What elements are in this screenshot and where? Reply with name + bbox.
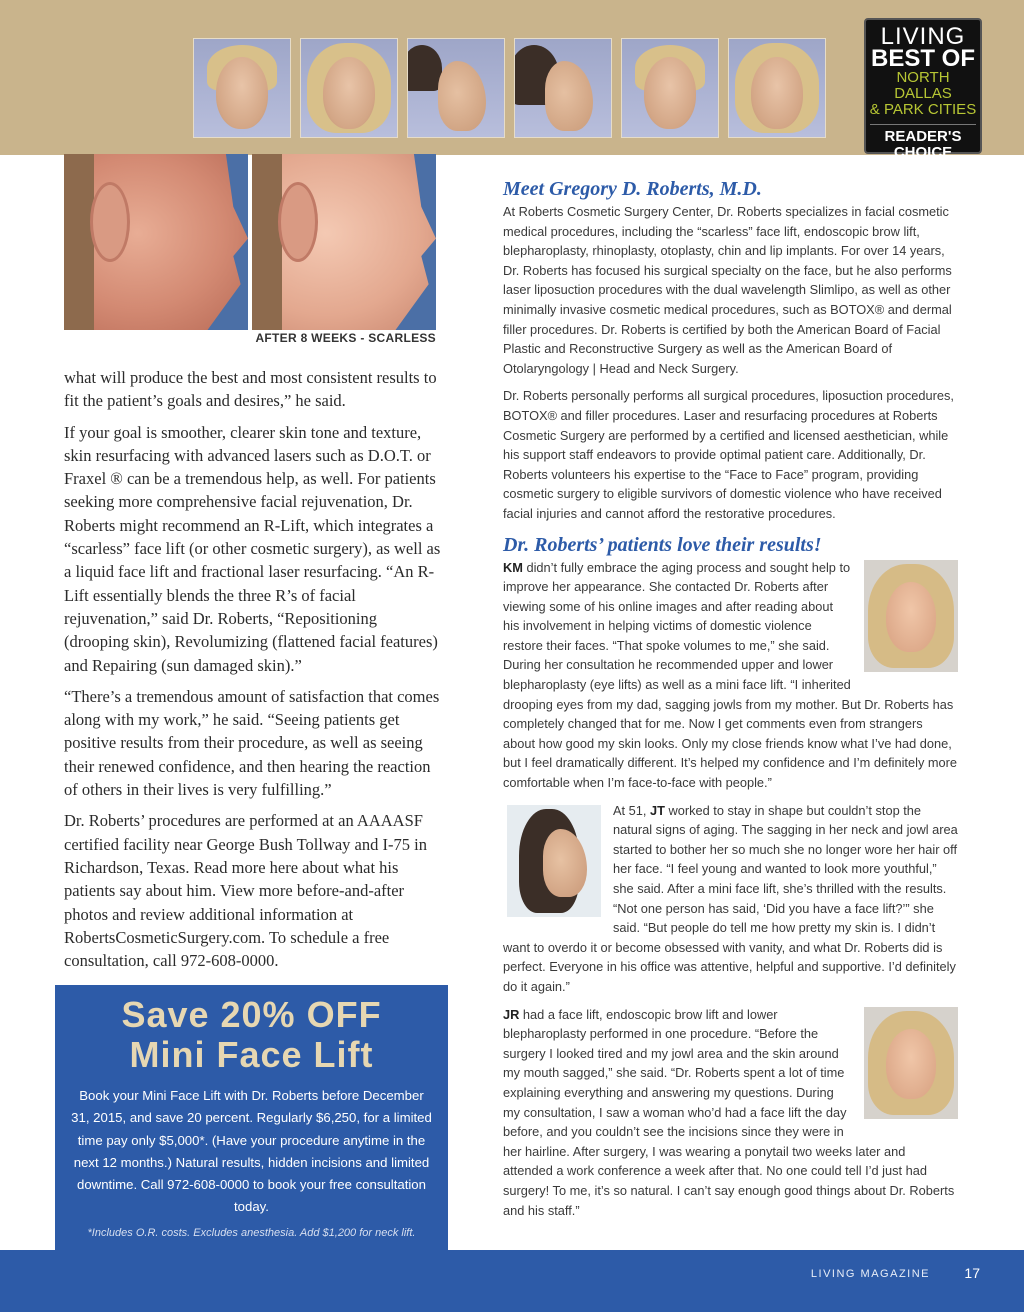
- magazine-name: LIVING MAGAZINE: [810, 1268, 930, 1280]
- side-profile-photo-before: [64, 154, 248, 330]
- scarless-result-photos: [64, 154, 436, 330]
- readers-choice-badge: [864, 18, 982, 174]
- left-paragraph: Dr. Roberts’ procedures are performed at an AAAASF certified facility near George Bush Tollway and I-75 in Richardson, Texas. Read more here about what his patients say about him. View more before-and-after photos and review additional information at RobertsCosmeticSurgery.com. To schedule a free consultation, call 972-608-0000.: [64, 811, 427, 971]
- promo-advertisement: [55, 985, 448, 1285]
- side-profile-photo-after: [252, 154, 436, 330]
- left-article-column: [64, 366, 442, 980]
- patient-photo-jt: [507, 805, 601, 917]
- badge-line-5: READER'S CHOICE: [870, 124, 976, 161]
- doctor-bio-paragraph: At Roberts Cosmetic Surgery Center, Dr. Roberts specializes in facial cosmetic medical procedures, including the “scarless” face lift, endoscopic brow lift, blepharoplasty, rhinoplasty, otoplasty, chin and lip implants. For over 14 years, Dr. Roberts has focused his surgical specialty on the face, but he also performs laser liposuction procedures with the dual wavelength Slimlipo, as well as other minimally invasive cosmetic medical procedures, such as BOTOX® and dermal filler procedures. Dr. Roberts is certified by both the American Board of Facial Plastic and Reconstructive Surgery as well as the American Board of Otolaryngology | Head and Neck Surgery.: [503, 204, 952, 376]
- patient-photo-km: [864, 560, 958, 672]
- testimonial-initials: JR: [503, 1006, 520, 1022]
- page-number: 17: [964, 1265, 980, 1281]
- page-footer: [0, 1250, 1024, 1312]
- doctor-heading: Meet Gregory D. Roberts, M.D.: [503, 178, 762, 200]
- photo-caption: AFTER 8 WEEKS - SCARLESS: [255, 331, 436, 345]
- badge-line-6: 2014: [909, 160, 937, 174]
- patient-photo-before-1: [193, 38, 291, 138]
- testimonial-prefix: At 51,: [613, 802, 650, 818]
- testimonial-initials: JT: [650, 802, 665, 818]
- ad-headline-line-1: Save 20% OFF: [121, 994, 382, 1035]
- testimonial-text: worked to stay in shape but couldn’t stop the natural signs of aging. The sagging in her neck and jowl area started to bother her so much she no longer wore her hair off her face. “I feel young and wanted to look more youthful,” she said. After a mini face lift, she’s thrilled with the results. “Not one person has said, ‘Did you have a face lift?’” she said. “But people do tell me how pretty my skin is. I didn’t want to overdo it or become obsessed with vanity, and what Dr. Roberts did is perfect. Everyone in his office was attentive, helpful and supportive. I’d definitely do it again.”: [503, 802, 958, 994]
- badge-line-2: BEST OF: [870, 45, 975, 72]
- before-after-photo-strip: [193, 38, 826, 138]
- left-paragraph: “There’s a tremendous amount of satisfaction that comes along with my work,” he said. “Seeing patients get positive results from their procedure, as well as seeing their renewed confidence, and then hearing the reaction of others in their lives is very fulfilling.”: [64, 686, 440, 800]
- ad-footnote: *Includes O.R. costs. Excludes anesthesia. Add $1,200 for neck lift.: [87, 1226, 416, 1239]
- testimonials-heading: Dr. Roberts’ patients love their results!: [503, 533, 822, 556]
- patient-photo-after-3: [728, 38, 826, 138]
- badge-line-4: & PARK CITIES: [869, 101, 977, 118]
- right-article-column: [503, 176, 958, 1228]
- patient-photo-after-1: [300, 38, 398, 138]
- patient-photo-before-3: [621, 38, 719, 138]
- patient-photo-jr: [864, 1007, 958, 1119]
- testimonial-text: didn’t fully embrace the aging process and sought help to improve her appearance. She contacted Dr. Roberts after viewing some of his online images and after reading about his involvement in helping victims of domestic violence restore their faces. “That spoke volumes to me,” she said. During her consultation he recommended upper and lower blepharoplasty (eye lifts) as well as a mini face lift. “I inherited drooping eyes from my dad, sagging jowls from my mother. But Dr. Roberts has completely changed that for me. Now I get comments even from strangers about how good my skin looks. Only my close friends know what I’ve had done, but I feel dramatically different. It’s helped my confidence and I’m definitely more comfortable when I’m face-to-face with people.”: [503, 559, 958, 791]
- patient-photo-before-2: [407, 38, 505, 138]
- badge-line-3: NORTH DALLAS: [894, 69, 952, 102]
- patient-photo-after-2: [514, 38, 612, 138]
- badge-line-1: LIVING: [880, 23, 966, 50]
- testimonial-text: had a face lift, endoscopic brow lift and lower blepharoplasty performed in one procedure. “Before the surgery I looked tired and my jowl area and the skin around my mouth sagged,” she said. “Dr. Roberts spent a lot of time explaining everything and answering my questions. During my consultation, I saw a woman who’d had a face lift the day before, and you couldn’t see the incisions since they were in her hairline. After surgery, I was wearing a ponytail two weeks later and attended a work conference a week after that. No one could tell I’d just had surgery! To me, it’s so natural. I can’t say enough good things about Dr. Roberts and his staff.”: [503, 1006, 955, 1218]
- testimonial-initials: KM: [503, 559, 523, 575]
- left-paragraph: If your goal is smoother, clearer skin tone and texture, skin resurfacing with advanced lasers such as D.O.T. or Fraxel ® can be a tremendous help, as well. For patients seeking more comprehensive facial rejuvenation, Dr. Roberts might recommend an R-Lift, which integrates a “scarless” face lift (or other cosmetic surgery), as well as a liquid face lift and fractional laser resurfacing. “An R-Lift essentially blends the three R’s of facial rejuvenation,” said Dr. Roberts, “Repositioning (drooping skin), Revolumizing (flattened facial features) and Repairing (sun damaged skin).”: [64, 422, 441, 675]
- left-paragraph: what will produce the best and most consistent results to fit the patient’s goals and desires,” he said.: [64, 368, 437, 411]
- ad-body-text: Book your Mini Face Lift with Dr. Roberts before December 31, 2015, and save 20 percent. Regularly $6,250, for a limited time pay only $5,000*. (Have your procedure anytime in the next 12 months.) Natural results, hidden incisions and limited downtime. Call 972-608-0000 to book your free consultation today.: [71, 1088, 432, 1215]
- doctor-bio-paragraph: Dr. Roberts personally performs all surgical procedures, liposuction procedures, BOTOX® and filler procedures. Laser and resurfacing procedures at Roberts Cosmetic Surgery are performed by a certified and licensed aesthetician, while his support staff endeavors to provide optimal patient care. Additionally, Dr. Roberts volunteers his expertise to the “Face to Face” program, providing cosmetic surgery to eligible survivors of domestic violence who have received facial injuries and cannot afford the restorative procedures.: [503, 388, 954, 521]
- ad-headline-line-2: Mini Face Lift: [129, 1034, 374, 1075]
